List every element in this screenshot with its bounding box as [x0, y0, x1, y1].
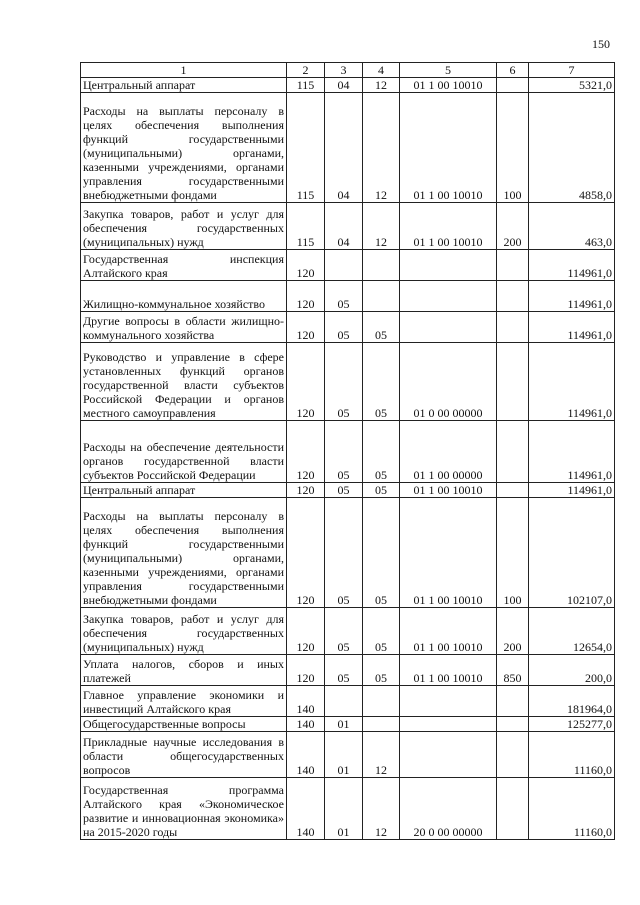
cell-expense-type: [497, 686, 529, 717]
header-cell-3: 3: [325, 63, 363, 78]
cell-name: Другие вопросы в области жилищно-коммунального хозяйства: [81, 312, 287, 343]
cell-chapter: 120: [287, 483, 325, 498]
cell-section: 04: [325, 93, 363, 203]
cell-section: 05: [325, 421, 363, 483]
cell-section: [325, 250, 363, 281]
cell-section: 05: [325, 608, 363, 655]
cell-chapter: 120: [287, 281, 325, 312]
cell-target-article: 01 1 00 10010: [400, 483, 497, 498]
cell-name: Расходы на выплаты персоналу в целях обеспечения выполнения функций государственными (муниципальными) органами, казенными учреждениями, органами управления государственными внебюджетными фондами: [81, 498, 287, 608]
table-row: [81, 203, 615, 250]
cell-target-article: 01 1 00 10010: [400, 78, 497, 93]
header-row: [81, 63, 615, 78]
cell-section: 01: [325, 717, 363, 732]
cell-chapter: 140: [287, 686, 325, 717]
cell-amount: 114961,0: [529, 421, 615, 483]
header-cell-6: 6: [497, 63, 529, 78]
cell-expense-type: 200: [497, 203, 529, 250]
cell-amount: 463,0: [529, 203, 615, 250]
table-row: [81, 608, 615, 655]
cell-amount: 5321,0: [529, 78, 615, 93]
cell-amount: 11160,0: [529, 732, 615, 778]
cell-name: Закупка товаров, работ и услуг для обеспечения государственных (муниципальных) нужд: [81, 203, 287, 250]
cell-subsection: 05: [363, 312, 400, 343]
cell-target-article: 01 0 00 00000: [400, 343, 497, 421]
table-row: [81, 686, 615, 717]
cell-target-article: 01 1 00 10010: [400, 93, 497, 203]
cell-target-article: 01 1 00 10010: [400, 655, 497, 686]
cell-section: 04: [325, 78, 363, 93]
cell-expense-type: [497, 312, 529, 343]
cell-amount: 102107,0: [529, 498, 615, 608]
cell-chapter: 115: [287, 78, 325, 93]
cell-target-article: 01 1 00 00000: [400, 421, 497, 483]
cell-subsection: 05: [363, 343, 400, 421]
table-row: [81, 483, 615, 498]
cell-name: Центральный аппарат: [81, 78, 287, 93]
cell-name: Общегосударственные вопросы: [81, 717, 287, 732]
cell-subsection: [363, 717, 400, 732]
cell-chapter: 115: [287, 203, 325, 250]
header-cell-7: 7: [529, 63, 615, 78]
cell-expense-type: 100: [497, 93, 529, 203]
table-row: [81, 732, 615, 778]
cell-chapter: 120: [287, 498, 325, 608]
cell-chapter: 120: [287, 343, 325, 421]
cell-name: Жилищно-коммунальное хозяйство: [81, 281, 287, 312]
cell-amount: 125277,0: [529, 717, 615, 732]
table-row: [81, 421, 615, 483]
cell-target-article: [400, 250, 497, 281]
cell-chapter: 120: [287, 250, 325, 281]
cell-target-article: 01 1 00 10010: [400, 498, 497, 608]
cell-name: Уплата налогов, сборов и иных платежей: [81, 655, 287, 686]
table-row: [81, 655, 615, 686]
cell-chapter: 140: [287, 717, 325, 732]
cell-target-article: [400, 732, 497, 778]
cell-expense-type: [497, 78, 529, 93]
cell-name: Государственная инспекция Алтайского края: [81, 250, 287, 281]
table-row: [81, 281, 615, 312]
cell-name: Руководство и управление в сфере установленных функций органов государственной власти субъектов Российской Федерации и органов местного самоуправления: [81, 343, 287, 421]
header-cell-2: 2: [287, 63, 325, 78]
cell-section: 01: [325, 732, 363, 778]
cell-expense-type: 850: [497, 655, 529, 686]
cell-section: 05: [325, 343, 363, 421]
cell-amount: 114961,0: [529, 281, 615, 312]
cell-target-article: [400, 686, 497, 717]
table-row: [81, 78, 615, 93]
header-cell-1: 1: [81, 63, 287, 78]
table-row: [81, 93, 615, 203]
cell-section: 01: [325, 778, 363, 840]
cell-name: Расходы на обеспечение деятельности органов государственной власти субъектов Российской Федерации: [81, 421, 287, 483]
cell-chapter: 115: [287, 93, 325, 203]
cell-subsection: 05: [363, 483, 400, 498]
cell-subsection: [363, 250, 400, 281]
cell-section: 04: [325, 203, 363, 250]
cell-amount: 114961,0: [529, 343, 615, 421]
header-cell-5: 5: [400, 63, 497, 78]
cell-section: 05: [325, 312, 363, 343]
cell-expense-type: [497, 421, 529, 483]
cell-chapter: 120: [287, 608, 325, 655]
cell-expense-type: [497, 343, 529, 421]
cell-subsection: 05: [363, 498, 400, 608]
cell-amount: 200,0: [529, 655, 615, 686]
cell-amount: 114961,0: [529, 483, 615, 498]
cell-section: [325, 686, 363, 717]
cell-amount: 181964,0: [529, 686, 615, 717]
cell-expense-type: [497, 250, 529, 281]
cell-target-article: 20 0 00 00000: [400, 778, 497, 840]
cell-amount: 114961,0: [529, 312, 615, 343]
cell-name: Главное управление экономики и инвестиций Алтайского края: [81, 686, 287, 717]
table-row: [81, 498, 615, 608]
table-row: [81, 250, 615, 281]
cell-chapter: 140: [287, 778, 325, 840]
cell-expense-type: [497, 717, 529, 732]
cell-section: 05: [325, 655, 363, 686]
cell-chapter: 120: [287, 421, 325, 483]
cell-amount: 114961,0: [529, 250, 615, 281]
cell-expense-type: [497, 778, 529, 840]
cell-subsection: [363, 281, 400, 312]
cell-section: 05: [325, 483, 363, 498]
cell-subsection: 05: [363, 421, 400, 483]
cell-subsection: 12: [363, 93, 400, 203]
header-cell-4: 4: [363, 63, 400, 78]
cell-expense-type: 100: [497, 498, 529, 608]
cell-chapter: 140: [287, 732, 325, 778]
cell-name: Закупка товаров, работ и услуг для обеспечения государственных (муниципальных) нужд: [81, 608, 287, 655]
cell-subsection: [363, 686, 400, 717]
table-row: [81, 778, 615, 840]
table-row: [81, 343, 615, 421]
cell-name: Государственная программа Алтайского края «Экономическое развитие и инновационная экономика» на 2015-2020 годы: [81, 778, 287, 840]
cell-amount: 4858,0: [529, 93, 615, 203]
table-row: [81, 717, 615, 732]
cell-chapter: 120: [287, 655, 325, 686]
cell-target-article: [400, 312, 497, 343]
cell-amount: 11160,0: [529, 778, 615, 840]
cell-target-article: [400, 281, 497, 312]
page-number: 150: [592, 37, 610, 51]
cell-amount: 12654,0: [529, 608, 615, 655]
cell-name: Прикладные научные исследования в области общегосударственных вопросов: [81, 732, 287, 778]
cell-subsection: 12: [363, 78, 400, 93]
cell-section: 05: [325, 281, 363, 312]
cell-name: Расходы на выплаты персоналу в целях обеспечения выполнения функций государственными (муниципальными) органами, казенными учреждениями, органами управления государственными внебюджетными фондами: [81, 93, 287, 203]
cell-expense-type: [497, 281, 529, 312]
cell-expense-type: [497, 732, 529, 778]
cell-expense-type: 200: [497, 608, 529, 655]
cell-chapter: 120: [287, 312, 325, 343]
cell-target-article: 01 1 00 10010: [400, 203, 497, 250]
cell-subsection: 12: [363, 732, 400, 778]
cell-target-article: [400, 717, 497, 732]
cell-subsection: 12: [363, 778, 400, 840]
cell-section: 05: [325, 498, 363, 608]
cell-subsection: 12: [363, 203, 400, 250]
cell-expense-type: [497, 483, 529, 498]
cell-subsection: 05: [363, 608, 400, 655]
cell-name: Центральный аппарат: [81, 483, 287, 498]
cell-subsection: 05: [363, 655, 400, 686]
cell-target-article: 01 1 00 10010: [400, 608, 497, 655]
table-row: [81, 312, 615, 343]
budget-table: [80, 62, 615, 840]
